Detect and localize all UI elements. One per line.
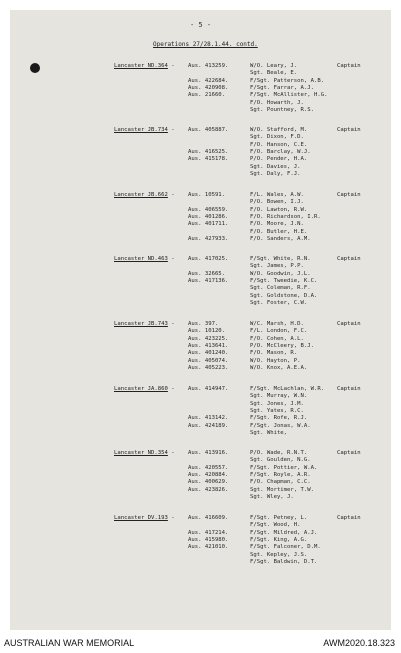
service-number: Aus. 413259. [188,63,229,69]
aircraft-designation: Lancaster JB.662 - [114,192,175,198]
crew-member: F/O. Richardson, I.R. [250,213,321,220]
crew-member: F/O. Moore, J.N. [250,221,304,228]
crew-member: F/O. Butler, H.E. [250,228,308,235]
crew-member: Sgt. Jones, J.M. [250,400,304,407]
service-number: Aus. 413641. [188,342,229,349]
service-number: Aus. 422684. [188,77,229,84]
crew-member: F/Sgt. Pottier, W.A. [250,464,318,471]
aircraft-label: Lancaster JB.662 [114,192,168,198]
service-number: Aus. 421010. [188,544,229,551]
crew-member: F/Sgt. Tweedie, K.C. [250,277,318,284]
aircraft-label: Lancaster JB.743 [114,321,168,327]
crew-member: F/Sgt. King, A.G. [250,536,308,543]
crew-member: Sgt. Beale, E. [250,70,298,77]
crew-member: W/O. Knox, A.E.A. [250,364,308,371]
service-number: Aus. 414947. [188,386,229,392]
service-number: Aus. 417214. [188,529,229,536]
service-number: Aus. 10591. [188,192,226,198]
crew-member: F/O. Howarth, J. [250,99,304,106]
captain-label: Captain [337,192,361,198]
service-number: Aus. 401240. [188,350,229,357]
captain-label: Captain [337,386,361,392]
captain-label: Captain [337,515,361,521]
aircraft-designation: Lancaster JB.734 - [114,127,175,133]
service-number: Aus. 427933. [188,235,229,242]
document-page [10,10,391,630]
service-number: Aus. 420908. [188,84,229,91]
service-number: Aus. 417136. [188,277,229,284]
service-number: Aus. 405887. [188,127,229,133]
crew-member: F/Sgt. McLachlan, W.R. [250,386,325,392]
aircraft-designation: Lancaster ND.364 - [114,63,175,69]
crew-member: Sgt. Yates, R.C. [250,407,304,414]
crew-member: W/C. Marsh, H.D. [250,321,304,327]
service-number: Aus. 420557. [188,464,229,471]
aircraft-designation: Lancaster ND.463 - [114,256,175,262]
crew-member: W/O. Stafford, M. [250,127,308,133]
crew-member: Sgt. Daly, F.J. [250,170,301,177]
crew-member: F/Sgt. Patterson, A.B. [250,77,325,84]
footer-accession-number: AWM2020.18.323 [323,638,395,648]
crew-member: W/O. Leary, J. [250,63,298,69]
crew-member: Sgt. Dixon, F.D. [250,134,304,141]
crew-member: F/O. Mason, R. [250,350,298,357]
crew-member: Sgt. White, [250,429,288,436]
crew-member: F/Sgt. Mildred, A.J. [250,529,318,536]
service-number: Aus. 32665. [188,270,226,277]
service-number: Aus. 420884. [188,471,229,478]
aircraft-designation: Lancaster JB.743 - [114,321,175,327]
crew-member: F/Sgt. Petney, L. [250,515,308,521]
crew-member: Sgt. Foster, C.W. [250,299,308,306]
captain-label: Captain [337,321,361,327]
captain-label: Captain [337,256,361,262]
crew-member: F/Sgt. Jonas, W.A. [250,422,311,429]
aircraft-label: Lancaster JB.734 [114,127,168,133]
crew-member: Sgt. Murray, W.N. [250,393,308,400]
service-number: Aus. 415178. [188,156,229,163]
crew-member: F/O. Cohen, A.L. [250,335,304,342]
service-number: Aus. 423225. [188,335,229,342]
crew-member: F/Sgt. Wood, H. [250,522,301,529]
crew-member: F/Sgt. Falconer, D.M. [250,544,321,551]
crew-member: Sgt. Wley, J. [250,493,294,500]
crew-member: Sgt. James, P.P. [250,263,304,270]
crew-member: P/O. Bowen, I.J. [250,199,304,206]
service-number: Aus. 416525. [188,148,229,155]
captain-label: Captain [337,63,361,69]
service-number: Aus. 405223. [188,364,229,371]
crew-member: F/L. Wales, A.W. [250,192,304,198]
service-number: Aus. 21660. [188,92,226,99]
crew-member: P/O. Wade, R.N.T. [250,450,308,456]
service-number: Aus. 416609. [188,515,229,521]
service-number: Aus. 397. [188,321,219,327]
service-number: Aus. 405074. [188,357,229,364]
crew-member: F/Sgt. Rofe, R.J. [250,415,308,422]
crew-member: F/O. Sanders, A.M. [250,235,311,242]
crew-member: Sgt. Mortimer, T.W. [250,486,314,493]
service-number: Aus. 413916. [188,450,229,456]
crew-member: Sgt. Goldstone, D.A. [250,292,318,299]
aircraft-designation: Lancaster DV.193 - [114,515,175,521]
service-number: Aus. 415980. [188,536,229,543]
aircraft-label: Lancaster JA.860 [114,386,168,392]
crew-member: Sgt. Goulden, N.G. [250,457,311,464]
crew-member: P/O. McCleery, B.J. [250,342,314,349]
service-number: Aus. 400629. [188,479,229,486]
service-number: Aus. 406559. [188,206,229,213]
crew-member: F/L. London, F.C. [250,328,308,335]
crew-member: F/Sgt. Royle, A.R. [250,471,311,478]
aircraft-label: Lancaster ND.463 [114,256,168,262]
crew-member: Sgt. Davies, J. [250,163,301,170]
crew-member: F/Sgt. White, R.N. [250,256,311,262]
page-heading: Operations 27/28.1.44. contd. [153,41,258,48]
footer-institution: AUSTRALIAN WAR MEMORIAL [4,638,135,648]
crew-member: F/O. Chapman, C.C. [250,479,311,486]
crew-member: Sgt. Coleman, R.F. [250,285,311,292]
aircraft-label: Lancaster ND.354 [114,450,168,456]
crew-member: W/O. Goodwin, J.L. [250,270,311,277]
crew-member: F/O. Hanson, C.E. [250,141,308,148]
page-number: - 5 - [190,21,212,29]
crew-member: Sgt. Pountney, R.S. [250,106,314,113]
aircraft-label: Lancaster ND.364 [114,63,168,69]
aircraft-label: Lancaster DV.193 [114,515,168,521]
crew-member: W/O. Hayton, P. [250,357,301,364]
crew-member: F/O. Lawton, R.W. [250,206,308,213]
aircraft-designation: Lancaster JA.860 - [114,386,175,392]
service-number: Aus. 10120. [188,328,226,335]
crew-member: Sgt. Kepley, J.S. [250,551,308,558]
captain-label: Captain [337,127,361,133]
service-number: Aus. 401711. [188,221,229,228]
punch-hole [30,63,40,73]
crew-member: F/Sgt. Farrar, A.J. [250,84,314,91]
crew-member: F/Sgt. McAllister, H.G. [250,92,328,99]
crew-member: F/O. Barclay, W.J. [250,148,311,155]
service-number: Aus. 424189. [188,422,229,429]
service-number: Aus. 413142. [188,415,229,422]
aircraft-designation: Lancaster ND.354 - [114,450,175,456]
captain-label: Captain [337,450,361,456]
service-number: Aus. 423826. [188,486,229,493]
crew-member: P/O. Pender, H.A. [250,156,308,163]
service-number: Aus. 401286. [188,213,229,220]
crew-member: F/Sgt. Baldwin, D.T. [250,558,318,565]
service-number: Aus. 417025. [188,256,229,262]
